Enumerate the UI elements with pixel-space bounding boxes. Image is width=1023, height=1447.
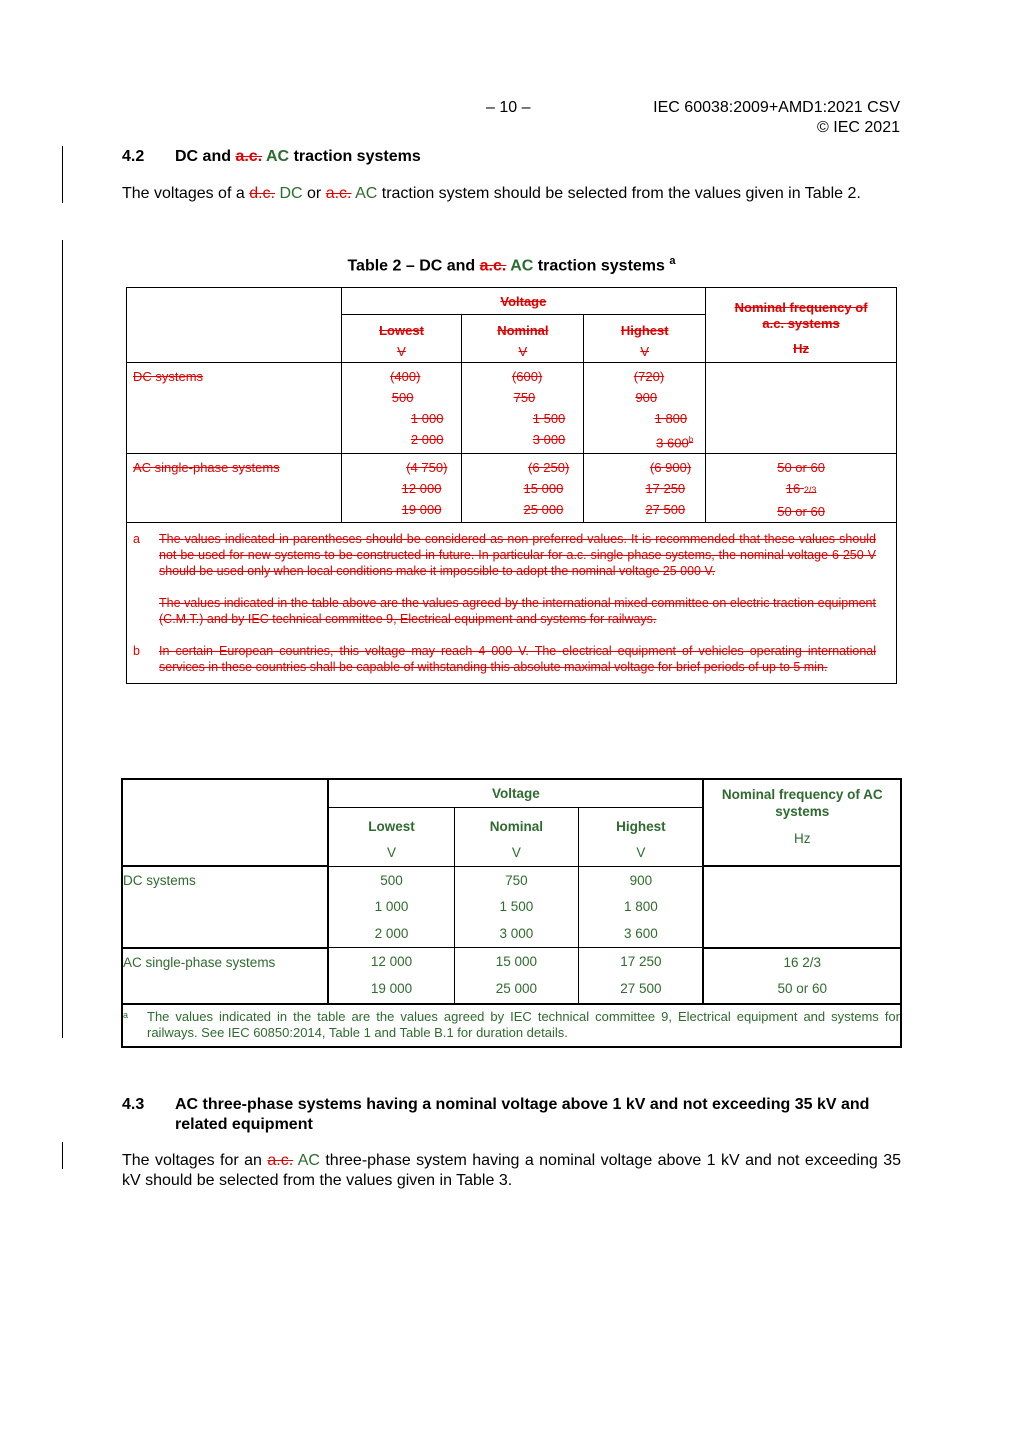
change-bar [62,1142,63,1169]
deleted-table-notes: a The values indicated in parentheses should be considered as non-preferred values. It is recommended that these values should not be used for new systems to be constructed in future. In particular for a.c. single-phase systems, the nominal voltage 6 250 V should be used only when local conditions make it impossible to adopt the nominal voltage 25 000 V. The values indicated in the table above are the values agreed by the international mixed committee on electric traction equipment (C.M.T.) and by IEC technical committee 9, Electrical equipment and systems for railways. b In certain European countries, this voltage may reach 4 000 V. The electrical equipment of vehicles operating international services in these countries shall be capable of withstanding this absolute maximal voltage for brief periods of up to 5 min. [127,523,897,684]
section-number: 4.2 [122,148,145,165]
dc-systems-label: DC systems [133,369,204,384]
copyright: © IEC 2021 [817,119,900,136]
change-bar [62,240,63,1038]
ac-lowest-values: (4 750) 12 000 19 000 [341,454,462,523]
section-paragraph: The voltages for an a.c. AC three-phase system having a nominal voltage above 1 kV and not exceeding 35 kV should be selected from the values given in Table 3. [122,1152,902,1189]
ac-highest-values: 17 250 27 500 [579,948,704,1004]
dc-systems-label: DC systems [123,873,196,888]
section-paragraph: The voltages of a d.c. DC or a.c. AC traction system should be selected from the values given in Table 2. [122,185,861,202]
nominal-header: Nominal [497,323,549,338]
unit-hz: Hz [793,341,810,356]
ac-systems-label: AC single-phase systems [133,460,280,476]
section-number: 4.3 [122,1096,145,1113]
frequency-header: Nominal frequency of AC systems [721,787,883,819]
inserted-table: Voltage Nominal frequency of AC systems Hz Lowest V Nominal V Highest V DC systems 500 1 000 2 000 750 1 500 3 000 900 1 800 3 600 AC single-phase systems 12 000 19 000 15 000 25 000 17 250 27 500 16 2/3 50 or 60 a The values indicated in the table are the values agreed by IEC technical committee 9, Electrical equipment and systems for railways. See IEC 60850:2014, Table 1 and Table B.1 for duration details. [121,778,902,1048]
ac-frequency-values: 50 or 60 16 2/3 50 or 60 [706,454,897,523]
dc-highest-values: (720) 900 1 800 3 600$^b$ [584,363,706,454]
ac-systems-label: AC single-phase systems [123,954,276,970]
highest-header: Highest [616,818,666,834]
inserted-table-note: a The values indicated in the table are the values agreed by IEC technical committee 9, Electrical equipment and systems for railways. See IEC 60850:2014, Table 1 and Table B.1 for duration details. [122,1004,901,1047]
page-number: – 10 – [486,99,531,116]
highest-header: Highest [620,323,669,338]
ac-frequency-values: 16 2/3 50 or 60 [703,948,901,1004]
nominal-header: Nominal [489,818,544,834]
dc-highest-values: 900 1 800 3 600 [579,866,704,948]
dc-lowest-values: 500 1 000 2 000 [328,866,454,948]
table-caption: Table 2 – DC and a.c. AC traction systems $^a$ [347,255,676,275]
voltage-header: Voltage [500,294,547,309]
dc-nominal-values: 750 1 500 3 000 [454,866,579,948]
section-heading-4-2: 4.2 DC and a.c. AC traction systems [122,148,421,165]
lowest-header: Lowest [379,323,424,338]
ac-highest-values: (6 900) 17 250 27 500 [584,454,706,523]
unit-hz: Hz [793,831,811,846]
ac-nominal-values: (6 250) 15 000 25 000 [462,454,584,523]
deleted-table: Voltage Nominal frequency of a.c. systems Hz Lowest V Nominal V Highest V DC systems (400) 500 1 000 2 000 (600) 750 1 500 3 000 (720) 900 1 800 3 600$^b$ AC single-phase systems (4 750) 12 000 19 000 (6 250) 15 000 25 000 (6 900) 17 250 27 500 50 or 60 16 2/3 50 or 60 a The values indicated in parentheses should be considered as non-preferred values. It is recommended that these values should not be used for new systems to be constructed in future. In particular for a.c. single-phase systems, the nominal voltage 6 250 V should be used only when local conditions make it impossible to adopt the nominal voltage 25 000 V. The values indicated in the table above are the values agreed by the international mixed committee on electric traction equipment (C.M.T.) and by IEC technical committee 9, Electrical equipment and systems for railways. b In certain European countries, this voltage may reach 4 000 V. The electrical equipment of vehicles operating international services in these countries shall be capable of withstanding this absolute maximal voltage for brief periods of up to 5 min. [126,287,897,684]
lowest-header: Lowest [368,818,415,834]
frequency-header: Nominal frequency of a.c. systems [734,300,868,331]
ac-nominal-values: 15 000 25 000 [454,948,579,1004]
section-heading-4-3: 4.3 AC three-phase systems having a nominal voltage above 1 kV and not exceeding 35 kV and related equipment [122,1096,870,1133]
dc-lowest-values: (400) 500 1 000 2 000 [341,363,462,454]
dc-nominal-values: (600) 750 1 500 3 000 [462,363,584,454]
ac-lowest-values: 12 000 19 000 [328,948,454,1004]
document-id: IEC 60038:2009+AMD1:2021 CSV [653,99,900,116]
change-bar [62,146,63,203]
voltage-header: Voltage [328,779,703,807]
